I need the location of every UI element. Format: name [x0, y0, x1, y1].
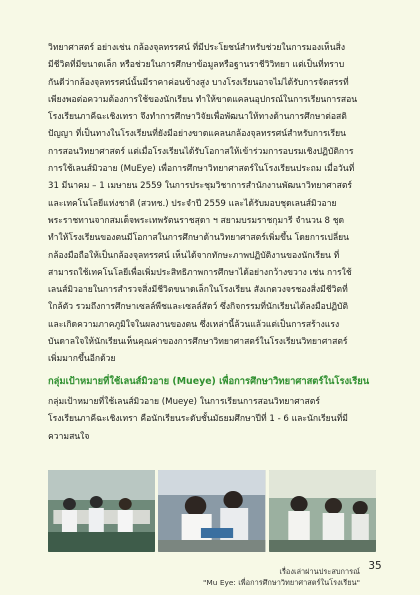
text-line: และเทคโนโลยีแห่งชาติ (สวทช.) ประจำปี 2559 และได้รับมอบชุดเลนส์มิวอาย — [48, 198, 337, 209]
photo-strip — [48, 470, 376, 552]
photo-students-activity — [269, 470, 376, 552]
footer-line-2: "Mu Eye: เพื่อการศึกษาวิทยาศาสตร์ในโรงเรียน" — [203, 578, 360, 587]
footer-caption — [150, 566, 360, 588]
photo-classroom-students — [48, 470, 155, 552]
text-line: วิทยาศาสตร์ อย่างเช่น กล้องจุลทรรศน์ ที่มีประโยชน์สำหรับช่วยในการมองเห็นสิ่ง — [48, 43, 346, 53]
text-line: ปัญญา ที่เป็นทางในโรงเรียนที่ยังมีอย่างขาดแคลนกล้องจุลทรรศน์สำหรับการเรียน — [48, 129, 346, 140]
text-line: มีชีวิตที่มีขนาดเล็ก หรือช่วยในการศึกษาข้อมูลหรือฐานราชีวิวิทยา แต่เป็นที่ทราบ — [48, 60, 345, 71]
body-paragraph — [48, 40, 376, 369]
section-paragraph — [48, 394, 376, 446]
text-line: การใช้เลนส์มิวอาย (MuEye) เพื่อการศึกษาวิทยาศาสตร์ในโรงเรียนประถม เมื่อวันที่ — [48, 164, 355, 175]
text-line: เพียงพอต่อความต้องการใช้ของนักเรียน ทำให้ขาดแคลนอุปกรณ์ในการเรียนการสอน — [48, 94, 358, 105]
text-line: โรงเรียนภาคีฉะเชิงเทรา คือนักเรียนระดับชั้นมัธยมศึกษาปีที่ 1 - 6 และนักเรียนที่มี — [48, 414, 348, 425]
photo-microscope-work — [158, 470, 265, 552]
text-line: เพิ่มมากขึ้นอีกด้วย — [48, 354, 116, 365]
text-line: สามารถใช้เทคโนโลยีเพื่อเพิ่มประสิทธิภาพการศึกษาได้อย่างกว้างขวาง เช่น การใช้ — [48, 267, 352, 278]
text-line: กล้องมือถือให้เป็นกล้องจุลทรรศน์ เห็นได้จากทักษะภาพปฏิบัติงานของนักเรียน ที่ — [48, 250, 340, 261]
text-line: ทำให้โรงเรียนของตนมีโอกาสในการศึกษาด้านวิทยาศาสตร์เพิ่มขึ้น โดยการเปลี่ยน — [48, 233, 350, 244]
text-line: กลุ่มเป้าหมายที่ใช้เลนส์มิวอาย (Mueye) ในการเรียนการสอนวิทยาศาสตร์ — [48, 397, 320, 407]
text-line: กันดีว่ากล้องจุลทรรศน์นั้นมีราคาค่อนข้างสูง บางโรงเรียนอาจไม่ได้รับการจัดสรรที่ — [48, 77, 349, 88]
text-line: และเกิดความภาคภูมิใจในผลงานของตน ซึ่งเหล่านี้ล้วนแล้วแต่เป็นการสร้างแรง — [48, 319, 340, 330]
text-line: ใกล้ตัว รวมถึงการศึกษาเซลล์พืชและเซลล์สัตว์ ซึ่งกิจกรรมที่นักเรียนได้ลงมือปฏิบัติ — [48, 302, 349, 313]
text-line: โรงเรียนภาคีฉะเชิงเทรา จึงทำการศึกษาวิจัยเพื่อพัฒนาให้ทางด้านการศึกษาต่อสติ — [48, 112, 347, 123]
page-number: 35 — [368, 560, 382, 572]
section-heading: กลุ่มเป้าหมายที่ใช้เลนส์มิวอาย (Mueye) เพื่อการศึกษาวิทยาศาสตร์ในโรงเรียน — [48, 376, 370, 387]
text-line: พระราชทานจากสมเด็จพระเทพรัตนราชสุดา ฯ สยามบรมราชกุมารี จำนวน 8 ชุด — [48, 215, 345, 226]
text-line: การสอนวิทยาศาสตร์ แต่เมื่อโรงเรียนได้รับโอกาสให้เข้าร่วมการอบรมเชิงปฏิบัติการ — [48, 146, 354, 157]
text-line: ความสนใจ — [48, 431, 90, 442]
footer-line-1: เรื่องเล่าผ่านประสบการณ์ — [279, 567, 360, 576]
text-line: เลนส์มิวอายในการสำรวจสิ่งมีชีวิตขนาดเล็กในโรงเรียน สังเกตวงจรชองสิ่งมีชีวิตที่ — [48, 285, 348, 296]
text-line: 31 มีนาคม – 1 เมษายน 2559 ในการประชุมวิชาการสำนักงานพัฒนาวิทยาศาสตร์ — [48, 181, 353, 192]
text-line: บันดาลใจให้นักเรียนเห็นคุณค่าของการศึกษาวิทยาศาสตร์ในโรงเรียนวิทยาศาสตร์ — [48, 337, 348, 348]
